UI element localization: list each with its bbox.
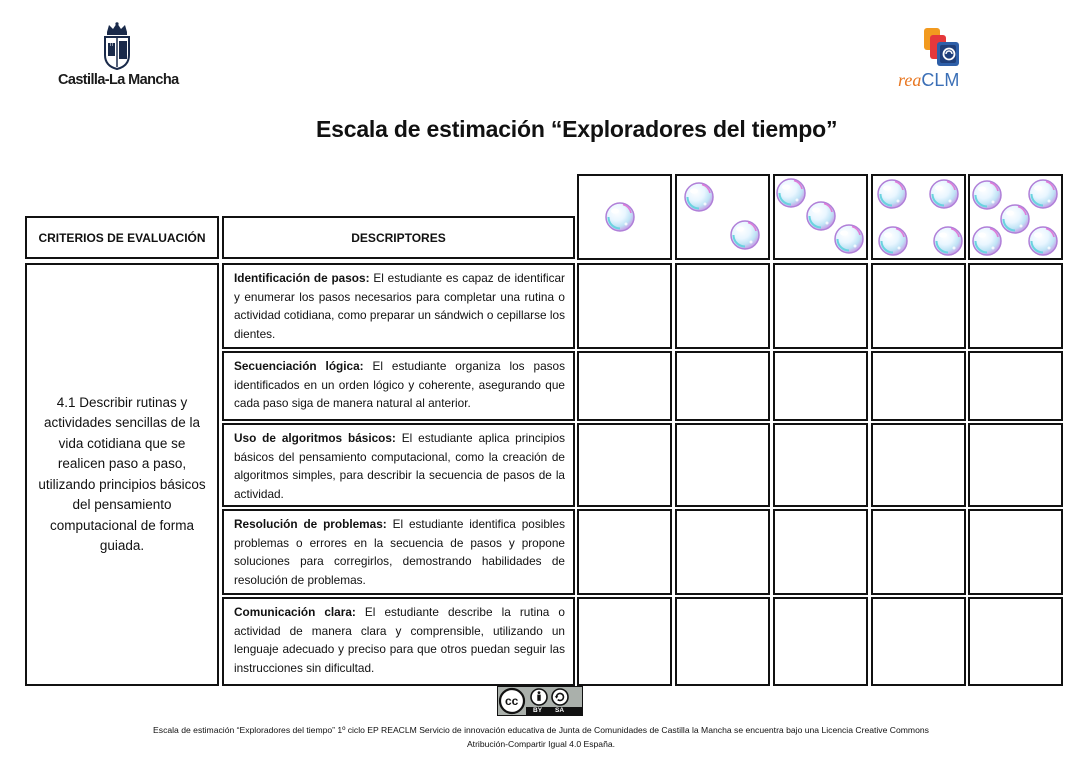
castilla-la-mancha-label: Castilla-La Mancha [58,72,179,88]
footer-line-1: Escala de estimación “Exploradores del tiempo” 1º ciclo EP REACLM Servicio de innovación educativa de Junta de Comunidades de Castilla la Mancha se encuentra bajo una Licencia Creative Commons [153,725,929,735]
reaclm-logo-text [898,70,959,91]
rating-cell-r1-l3[interactable] [773,263,868,349]
scale-level-3-header [773,174,868,260]
rating-cell-r1-l1[interactable] [577,263,672,349]
rating-cell-r4-l1[interactable] [577,509,672,595]
descriptor-cell-5 [222,597,575,686]
rating-cell-r2-l3[interactable] [773,351,868,421]
descriptor-title: Uso de algoritmos básicos: [234,431,396,445]
bubble-icon [835,225,863,253]
bubble-icon [973,181,1001,209]
creative-commons-badge [497,686,583,716]
descriptor-cell-2 [222,351,575,421]
descriptor-cell-4 [222,509,575,595]
descriptor-title: Resolución de problemas: [234,517,387,531]
scale-level-5-header [968,174,1063,260]
bubble-icon [879,227,907,255]
scale-level-1-bubbles [579,176,669,257]
rating-cell-r2-l4[interactable] [871,351,966,421]
rating-cell-r5-l4[interactable] [871,597,966,686]
rating-cell-r5-l3[interactable] [773,597,868,686]
coat-of-arms-icon [102,22,132,70]
page-title: Escala de estimación “Exploradores del tiempo” [316,116,838,142]
rating-cell-r3-l3[interactable] [773,423,868,507]
bubble-icon [930,180,958,208]
rating-cell-r5-l1[interactable] [577,597,672,686]
scale-level-2-bubbles [677,176,767,257]
criteria-header-cell [25,216,219,259]
rating-cell-r5-l5[interactable] [968,597,1063,686]
bubble-icon [1029,227,1057,255]
rating-cell-r2-l1[interactable] [577,351,672,421]
rating-cell-r3-l2[interactable] [675,423,770,507]
descriptor-text: El estudiante aplica principios básicos del pensamiento computacional, como la creación de algoritmos simples, para describir la secuencia de pasos de la actividad. [234,431,565,501]
cc-label: cc [505,694,519,708]
criterion-cell [25,263,219,686]
descriptors-header-cell [222,216,575,259]
descriptor-text: El estudiante identifica posibles problemas o errores en la secuencia de pasos y propone soluciones para corregirlos, demostrando habilidades de resolución de problemas. [234,517,565,587]
castilla-la-mancha-logo [58,22,179,94]
bubble-icon [777,179,805,207]
descriptor-text: El estudiante describe la rutina o actividad de manera clara y comprensible, utilizando un lenguaje adecuado y preciso para que otros puedan seguir las instrucciones sin dificultad. [234,605,565,675]
rating-cell-r3-l4[interactable] [871,423,966,507]
scale-level-4-bubbles [873,176,963,257]
rating-cell-r4-l2[interactable] [675,509,770,595]
descriptor-title: Secuenciación lógica: [234,359,364,373]
rating-cell-r3-l1[interactable] [577,423,672,507]
bubble-icon [1001,205,1029,233]
bubble-icon [973,227,1001,255]
descriptor-cell-1 [222,263,575,349]
bubble-icon [685,183,713,211]
rating-cell-r4-l4[interactable] [871,509,966,595]
scale-level-1-header [577,174,672,260]
scale-level-5-bubbles [970,176,1060,257]
rating-cell-r2-l2[interactable] [675,351,770,421]
criterion-text: 4.1 Describir rutinas y actividades sencillas de la vida cotidiana que se realicen paso a paso, utilizando principios básicos del pensamiento computacional de forma guiada. [38,394,206,553]
rating-cell-r5-l2[interactable] [675,597,770,686]
cc-sa-label: SA [555,707,565,714]
criteria-header-label: CRITERIOS DE EVALUACIÓN [38,230,206,245]
descriptors-header-label: DESCRIPTORES [351,230,446,245]
descriptor-title: Identificación de pasos: [234,271,370,285]
descriptor-text: El estudiante organiza los pasos identificados en un orden lógico y coherente, asegurando que cada paso siga de manera natural al anterior. [234,359,565,410]
cc-by-label: BY [533,707,543,714]
scale-level-3-bubbles [775,176,865,257]
bubble-icon [606,203,634,231]
reaclm-logo [894,24,994,94]
reaclm-logo-text-clm: CLM [921,70,960,90]
descriptor-text: El estudiante es capaz de identificar y enumerar los pasos necesarios para completar una rutina o actividad cotidiana, como preparar un sándwich o cepillarse los dientes. [234,271,565,341]
rating-cell-r4-l5[interactable] [968,509,1063,595]
rating-cell-r1-l5[interactable] [968,263,1063,349]
rating-cell-r3-l5[interactable] [968,423,1063,507]
rating-cell-r4-l3[interactable] [773,509,868,595]
bubble-icon [731,221,759,249]
rating-cell-r2-l5[interactable] [968,351,1063,421]
bubble-icon [1029,180,1057,208]
rating-cell-r1-l2[interactable] [675,263,770,349]
bubble-icon [878,180,906,208]
scale-level-4-header [871,174,966,260]
footer-license-text [60,723,1022,751]
bubble-icon [934,227,962,255]
bubble-icon [807,202,835,230]
descriptor-title: Comunicación clara: [234,605,356,619]
reaclm-logo-text-rea: rea [898,70,922,90]
rating-cell-r1-l4[interactable] [871,263,966,349]
scale-level-2-header [675,174,770,260]
descriptor-cell-3 [222,423,575,507]
footer-line-2: Atribución-Compartir Igual 4.0 España. [466,739,616,749]
reaclm-logo-icon [894,24,994,72]
